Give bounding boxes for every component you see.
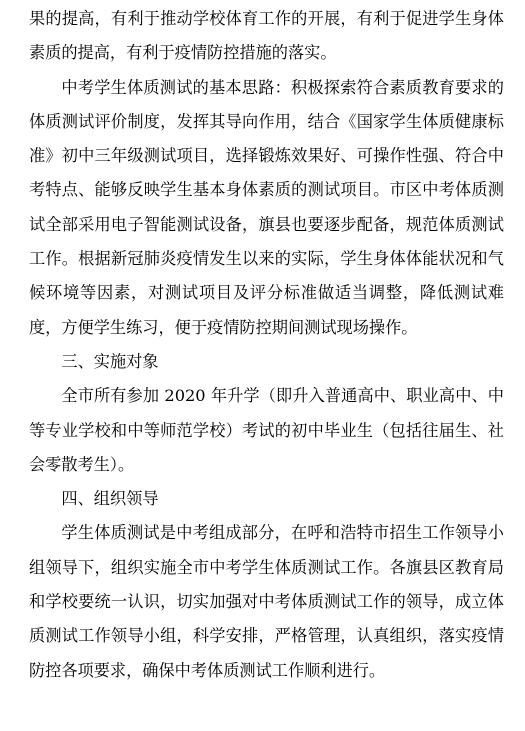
paragraph-continuation: 果的提高，有利于推动学校体育工作的开展，有利于促进学生身体素质的提高，有利于疫情防控措施的落实。 [29, 9, 504, 63]
section-heading-organization: 四、组织领导 [61, 489, 159, 509]
section-heading-target: 三、实施对象 [61, 351, 159, 371]
paragraph-basic-approach: 中考学生体质测试的基本思路：积极探索符合素质教育要求的体质测试评价制度，发挥其导向作用，结合《国家学生体质健康标准》初中三年级测试项目，选择锻炼效果好、可操作性强、符合中考特点、能够反映学生基本身体素质的测试项目。市区中考体质测试全部采用电子智能测试设备，旗县也要逐步配备，规范体质测试工作。根据新冠肺炎疫情发生以来的实际，学生身体体能状况和气候环境等因素，对测试项目及评分标准做适当调整，降低测试难度，方便学生练习，便于疫情防控期间测试现场操作。 [29, 77, 504, 337]
paragraph-target: 全市所有参加 2020 年升学（即升入普通高中、职业高中、中等专业学校和中等师范学校）考试的初中毕业生（包括往届生、社会零散考生）。 [29, 386, 504, 474]
paragraph-organization: 学生体质测试是中考组成部分，在呼和浩特市招生工作领导小组领导下，组织实施全市中考学生体质测试工作。各旗县区教育局和学校要统一认识，切实加强对中考体质测试工作的领导，成立体质测试工作领导小组，科学安排，严格管理，认真组织，落实疫情防控各项要求，确保中考体质测试工作顺利进行。 [29, 523, 504, 680]
document-page [29, 2, 504, 688]
